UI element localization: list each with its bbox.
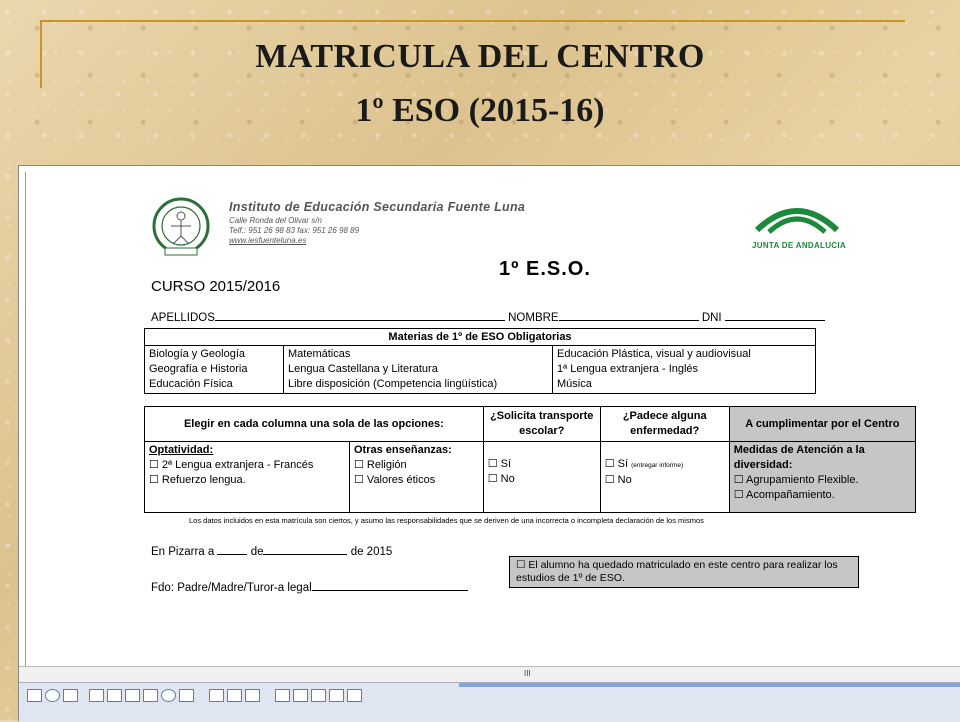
draw-rect-icon[interactable] xyxy=(143,689,158,702)
enfermedad-si-checkbox[interactable] xyxy=(605,457,725,473)
religion-checkbox[interactable]: ☐ Religión xyxy=(354,459,407,471)
atencion-diversidad-label: Medidas de Atención a la diversidad: xyxy=(733,444,865,471)
school-name: Instituto de Educación Secundaria Fuente Luna xyxy=(229,200,526,214)
mandatory-subjects-table xyxy=(144,328,816,394)
school-seal-icon xyxy=(151,196,211,258)
optatividad-checkbox-refuerzo[interactable]: ☐ Refuerzo lengua. xyxy=(149,474,246,486)
subject-item: 1ª Lengua extranjera - Inglés xyxy=(557,363,699,375)
arrow-style-icon[interactable] xyxy=(311,689,326,702)
document-heading: 1º E.S.O. xyxy=(499,258,591,280)
horizontal-scrollbar[interactable] xyxy=(19,666,960,683)
options-header-elegir: Elegir en cada columna una sola de las opciones: xyxy=(145,407,484,442)
optatividad-checkbox-frances[interactable]: ☐ 2ª Lengua extranjera - Francés xyxy=(149,459,314,471)
school-phone: Telf.: 951 26 98 83 fax: 951 26 98 89 xyxy=(229,226,360,235)
view-web-icon[interactable] xyxy=(45,689,60,702)
dni-field[interactable] xyxy=(725,310,825,321)
subject-item: Música xyxy=(557,378,592,390)
options-header-enfermedad: ¿Padece alguna enfermedad? xyxy=(600,407,729,442)
school-web: www.iesfuenteluna.es xyxy=(229,236,307,245)
optatividad-label: Optatividad: xyxy=(149,444,214,456)
otras-ensenanzas-label: Otras enseñanzas: xyxy=(354,444,452,456)
font-color-icon[interactable] xyxy=(245,689,260,702)
date-prefix: En Pizarra a xyxy=(151,546,215,558)
enfermedad-cell xyxy=(600,442,729,513)
subject-item: Geografía e Historia xyxy=(149,363,248,375)
subjects-col2 xyxy=(284,346,553,394)
view-print-icon[interactable] xyxy=(63,689,78,702)
disclaimer-text: Los datos incluidos en esta matrícula son ciertos, y asumo las responsabilidades que se deriven de una incorrecta o incompleta declaración de los mismos xyxy=(189,516,704,525)
slide-title-line2: 1º ESO (2015-16) xyxy=(355,92,605,129)
otras-ensenanzas-cell xyxy=(350,442,484,513)
nombre-label: NOMBRE xyxy=(508,312,559,324)
draw-shape-icon[interactable] xyxy=(107,689,122,702)
junta-andalucia-label: JUNTA DE ANDALUCIA xyxy=(752,241,846,250)
school-address: Calle Ronda del Olivar s/n xyxy=(229,216,322,225)
transporte-cell xyxy=(483,442,600,513)
3d-icon[interactable] xyxy=(347,689,362,702)
subject-item: Educación Plástica, visual y audiovisual xyxy=(557,348,751,360)
transporte-no-checkbox[interactable]: ☐ No xyxy=(487,473,515,485)
enrollment-status-box: ☐ El alumno ha quedado matriculado en este centro para realizar los estudios de 1º de ESO. xyxy=(509,556,859,588)
signature-field[interactable] xyxy=(312,580,468,591)
decorative-top-line xyxy=(40,20,905,22)
draw-arrow-icon[interactable] xyxy=(89,689,104,702)
acompanamiento-checkbox[interactable]: ☐ Acompañamiento. xyxy=(733,489,835,501)
date-month-field[interactable] xyxy=(263,544,347,555)
transporte-si-checkbox[interactable]: ☐ Sí xyxy=(487,458,512,470)
mandatory-subjects-header: Materias de 1º de ESO Obligatorias xyxy=(145,329,816,346)
embedded-document-window xyxy=(18,165,960,721)
subject-item: Educación Física xyxy=(149,378,233,390)
subject-item: Lengua Castellana y Literatura xyxy=(288,363,438,375)
scroll-grip-icon[interactable]: III xyxy=(524,669,531,678)
apellidos-label: APELLIDOS xyxy=(151,312,215,324)
date-day-field[interactable] xyxy=(217,544,247,555)
text-box-icon[interactable] xyxy=(179,689,194,702)
fill-color-icon[interactable] xyxy=(209,689,224,702)
date-line xyxy=(151,544,392,558)
drawing-toolbar xyxy=(19,682,960,722)
toolbar-selection-bar xyxy=(459,683,960,687)
draw-oval-icon[interactable] xyxy=(161,689,176,702)
subjects-col3 xyxy=(553,346,816,394)
view-normal-icon[interactable] xyxy=(27,689,42,702)
valores-eticos-checkbox[interactable]: ☐ Valores éticos xyxy=(354,474,436,486)
subjects-col1 xyxy=(145,346,284,394)
atencion-diversidad-cell xyxy=(729,442,915,513)
personal-data-row xyxy=(151,310,851,324)
options-header-cumplimentar: A cumplimentar por el Centro xyxy=(729,407,915,442)
signature-line xyxy=(151,580,468,594)
signature-label: Fdo: Padre/Madre/Turor-a legal xyxy=(151,582,312,594)
line-color-icon[interactable] xyxy=(227,689,242,702)
slide-title-line1: MATRICULA DEL CENTRO xyxy=(255,38,705,75)
optatividad-cell xyxy=(145,442,350,513)
course-year: CURSO 2015/2016 xyxy=(151,278,281,295)
agrupamiento-checkbox[interactable]: ☐ Agrupamiento Flexible. xyxy=(733,474,859,486)
junta-andalucia-icon xyxy=(747,196,847,236)
dni-label: DNI xyxy=(701,312,722,324)
subject-item: Biología y Geología xyxy=(149,348,246,360)
nombre-field[interactable] xyxy=(559,310,699,321)
line-style-icon[interactable] xyxy=(275,689,290,702)
subject-item: Matemáticas xyxy=(288,348,351,360)
dash-style-icon[interactable] xyxy=(293,689,308,702)
options-header-transporte: ¿Solicita transporte escolar? xyxy=(483,407,600,442)
page-margin-line xyxy=(25,172,26,672)
apellidos-field[interactable] xyxy=(215,310,505,321)
date-year: de 2015 xyxy=(350,546,393,558)
options-table xyxy=(144,406,916,513)
subject-item: Libre disposición (Competencia lingüística) xyxy=(288,378,498,390)
draw-line-icon[interactable] xyxy=(125,689,140,702)
enfermedad-si-label: ☐ Sí xyxy=(604,458,629,470)
shadow-icon[interactable] xyxy=(329,689,344,702)
date-de: de xyxy=(250,546,264,558)
enfermedad-no-checkbox[interactable]: ☐ No xyxy=(604,474,632,486)
enfermedad-note: (entregar informe) xyxy=(631,462,684,469)
